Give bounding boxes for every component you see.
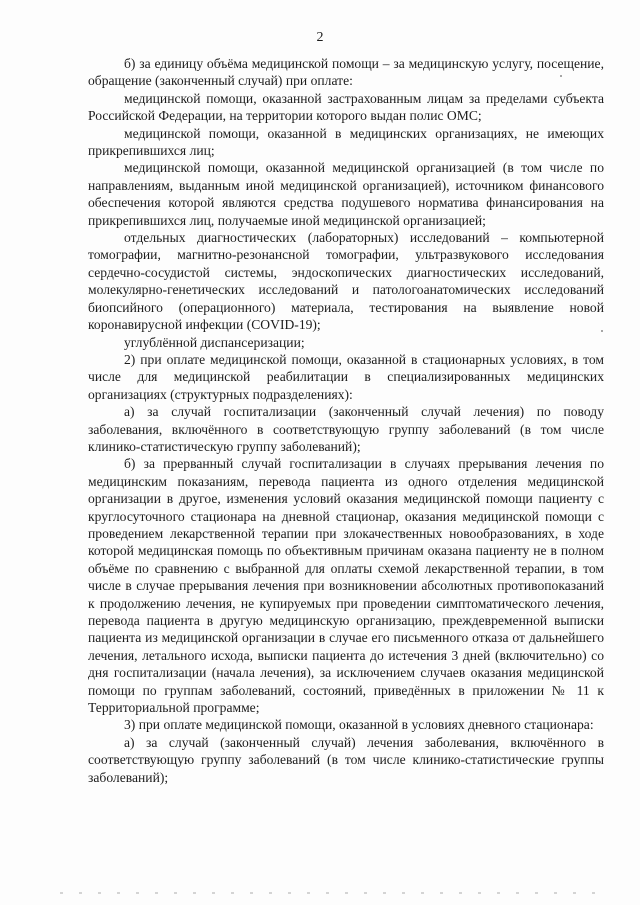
- paragraph-10: 3) при оплате медицинской помощи, оказанной в условиях дневного стационара:: [124, 717, 594, 733]
- paragraph-3: медицинской помощи, оказанной в медицинских организациях, не имеющих прикрепившихся лиц;: [88, 125, 604, 159]
- paragraph-5: отдельных диагностических (лабораторных) исследований – компьютерной томографии, магнитно-резонансной томографии, ультразвукового исследования сердечно-сосудистой системы, эндоскопических диагностических исследований, молекулярно-генетических исследований и патологоанатомических исследований биопсийного (операционного) материала, тестирования на выявление новой коронавирусной инфекции (COVID-19);: [88, 230, 604, 333]
- paragraph-1: б) за единицу объёма медицинской помощи – за медицинскую услугу, посещение, обращение (законченный случай) при оплате:: [88, 56, 604, 89]
- paragraph-2: медицинской помощи, оказанной застрахованным лицам за пределами субъекта Российской Федерации, на территории которого выдан полис ОМС;: [88, 90, 604, 124]
- document-body: [88, 55, 604, 786]
- paragraph-8: а) за случай госпитализации (законченный случай лечения) по поводу заболевания, включённого в соответствующую группу заболеваний (в том числе клинико-статистическую группу заболеваний);: [88, 404, 604, 454]
- scan-speck: [560, 75, 562, 77]
- paragraph-4: медицинской помощи, оказанной медицинской организацией (в том числе по направлениям, выданным иной медицинской организацией), источником финансового обеспечения которой являются средства подушевого норматива финансирования на прикрепившихся лиц, получаемые иной медицинской организацией;: [88, 160, 604, 228]
- paragraph-7: 2) при оплате медицинской помощи, оказанной в стационарных условиях, в том числе для медицинской реабилитации в специализированных медицинских организациях (структурных подразделениях):: [88, 351, 604, 402]
- paragraph-6: углублённой диспансеризации;: [124, 334, 305, 350]
- paragraph-9: б) за прерванный случай госпитализации в случаях прерывания лечения по медицинским показаниям, перевода пациента из одного отделения медицинской организации в другое, изменения условий оказания медицинской помощи пациенту с круглосуточного стационара на дневной стационар, оказания медицинской помощи с проведением лекарственной терапии при злокачественных новообразованиях, в ходе которой медицинская помощь по объективным причинам оказана пациенту не в полном объёме по сравнению с выбранной для оплаты схемой лекарственной терапии, в том числе в случае прерывания лечения при возникновении абсолютных противопоказаний к продолжению лечения, не купируемых при проведении симптоматического лечения, перевода пациента в другую медицинскую организацию, преждевременной выписки пациента из медицинской организации в случае его письменного отказа от дальнейшего лечения, летального исхода, выписки пациента до истечения 3 дней (включительно) со дня госпитализации (начала лечения), за исключением случаев оказания медицинской помощи по группам заболеваний, состояний, приведённых в приложении № 11 к Территориальной программе;: [88, 456, 604, 716]
- page-number: 2: [316, 30, 324, 45]
- scan-speck: [601, 330, 603, 332]
- paragraph-11: а) за случай (законченный случай) лечения заболевания, включённого в соответствующую группу заболеваний (в том числе клинико-статистические группы заболеваний);: [88, 734, 604, 785]
- scan-edge-noise: [60, 892, 600, 894]
